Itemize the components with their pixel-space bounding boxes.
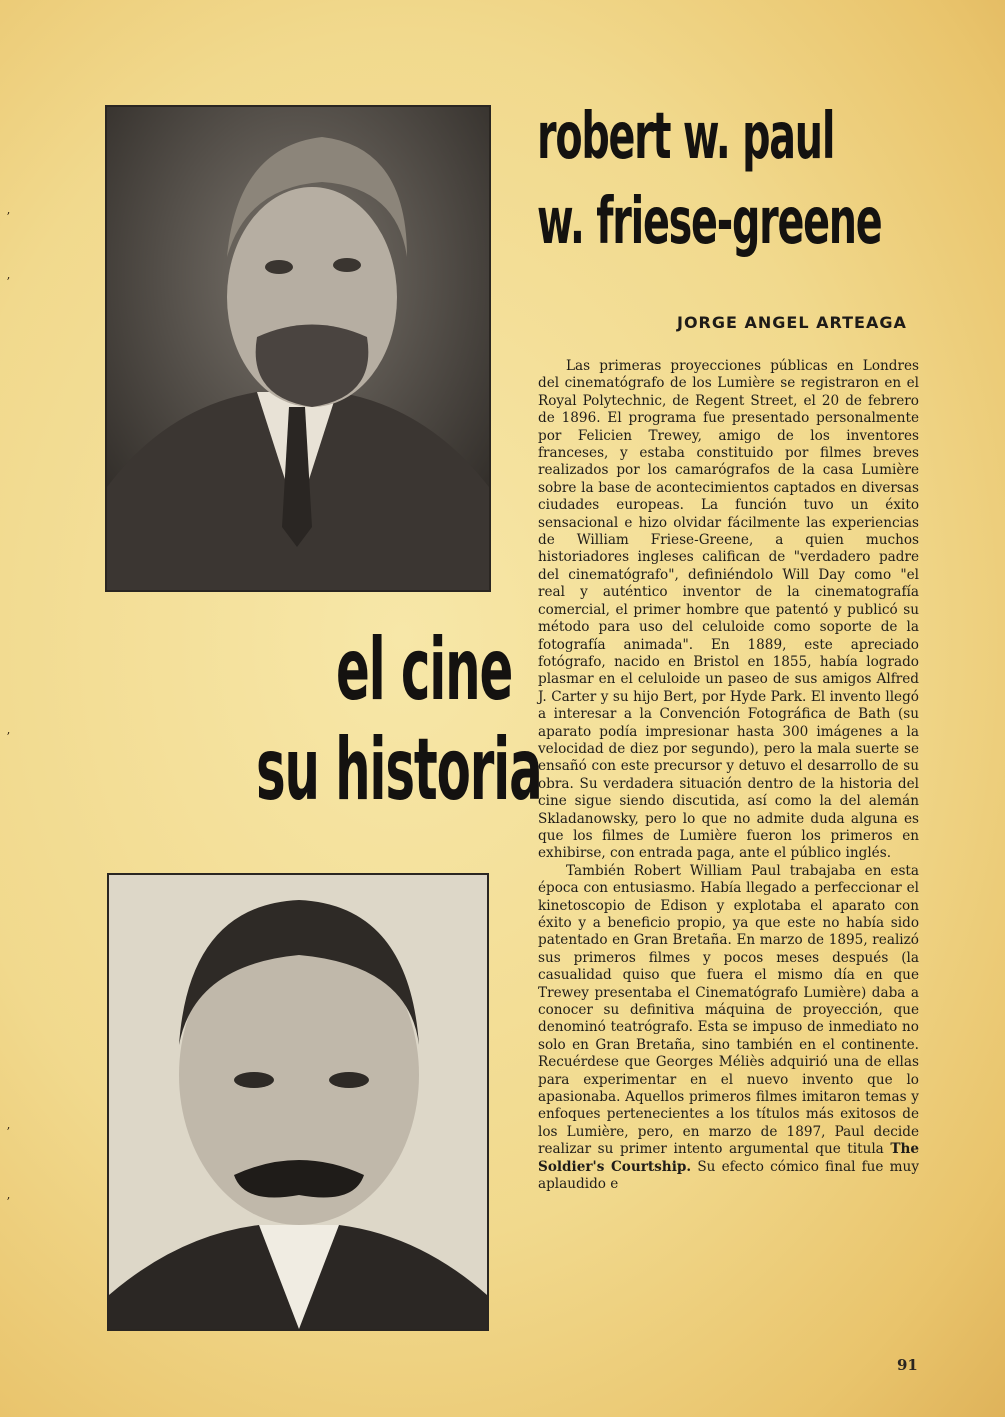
- article-paragraph-2: [538, 863, 919, 1194]
- page-number: 91: [897, 1356, 918, 1374]
- author-byline: JORGE ANGEL ARTEAGA: [677, 313, 907, 332]
- series-title-line-2: su historia: [256, 720, 542, 820]
- margin-mark: ʼ: [6, 1125, 10, 1139]
- paragraph-2-text: También Robert William Paul trabajaba en esta época con entusiasmo. Había llegado a perfeccionar el kinetoscopio de Edison y explotaba el aparato con éxito y a beneficio propio, ya que este no había sido patentado en Gran Bretaña. En marzo de 1895, realizó sus primeros filmes y pocos meses después (la casualidad quiso que fuera el mismo día en que Trewey presentaba el Cinematógrafo Lumière) daba a conocer su definitiva máquina de proyección, que denominó teatrógrafo. Esta se impuso de inmediato no solo en Gran Bretaña, sino también en el continente. Recuérdese que Georges Méliès adquirió una de ellas para experimentar en el nuevo invento que lo apasionaba. Aquellos primeros filmes imitaron temas y enfoques pertenecientes a los títulos más exitosos de los Lumière, pero, en marzo de 1897, Paul decide realizar su primer intento argumental que titula: [538, 862, 919, 1158]
- article-title-line-2: w. friese-greene: [537, 185, 882, 259]
- margin-mark: ʼ: [6, 730, 10, 744]
- margin-mark: ʼ: [6, 275, 10, 289]
- article-body: [538, 358, 919, 1194]
- portrait-photo-top: [105, 105, 491, 592]
- paragraph-2-end: Su efecto cómico final fue muy aplaudido e: [538, 1158, 919, 1193]
- film-title: The Soldier's Courtship.: [538, 1141, 920, 1175]
- article-title-line-1: robert w. paul: [537, 100, 835, 174]
- margin-mark: ʼ: [6, 210, 10, 224]
- portrait-photo-bottom: [107, 873, 489, 1331]
- article-paragraph-1: Las primeras proyecciones públicas en Londres del cinematógrafo de los Lumière se registraron en el Royal Polytechnic, de Regent Street, el 20 de febrero de 1896. El programa fue presentado personalmente por Felicien Trewey, amigo de los inventores franceses, y estaba constituido por filmes breves realizados por los camarógrafos de la casa Lumière sobre la base de acontecimientos captados en diversas ciudades europeas. La función tuvo un éxito sensacional e hizo olvidar fácilmente las experiencias de William Friese-Greene, a quien muchos historiadores ingleses califican de "verdadero padre del cinematógrafo", definiéndolo Will Day como "el real y auténtico inventor de la cinematografía comercial, el primer hombre que patentó y publicó su método para uso del celuloide como soporte de la fotografía animada". En 1889, este apreciado fotógrafo, nacido en Bristol en 1855, había logrado plasmar en el celuloide un paseo de sus amigos Alfred J. Carter y su hijo Bert, por Hyde Park. El invento llegó a interesar a la Convención Fotográfica de Bath (su aparato podía impresionar hasta 300 imágenes a la velocidad de diez por segundo), pero la mala suerte se ensañó con este precursor y detuvo el desarrollo de su obra. Su verdadera situación dentro de la historia del cine sigue siendo discutida, así como la del alemán Skladanowsky, pero lo que no admite duda alguna es que los filmes de Lumière fueron los primeros en exhibirse, con entrada paga, ante el público inglés.: [538, 358, 919, 862]
- margin-mark: ʼ: [6, 1195, 10, 1209]
- series-title-line-1: el cine: [336, 620, 513, 720]
